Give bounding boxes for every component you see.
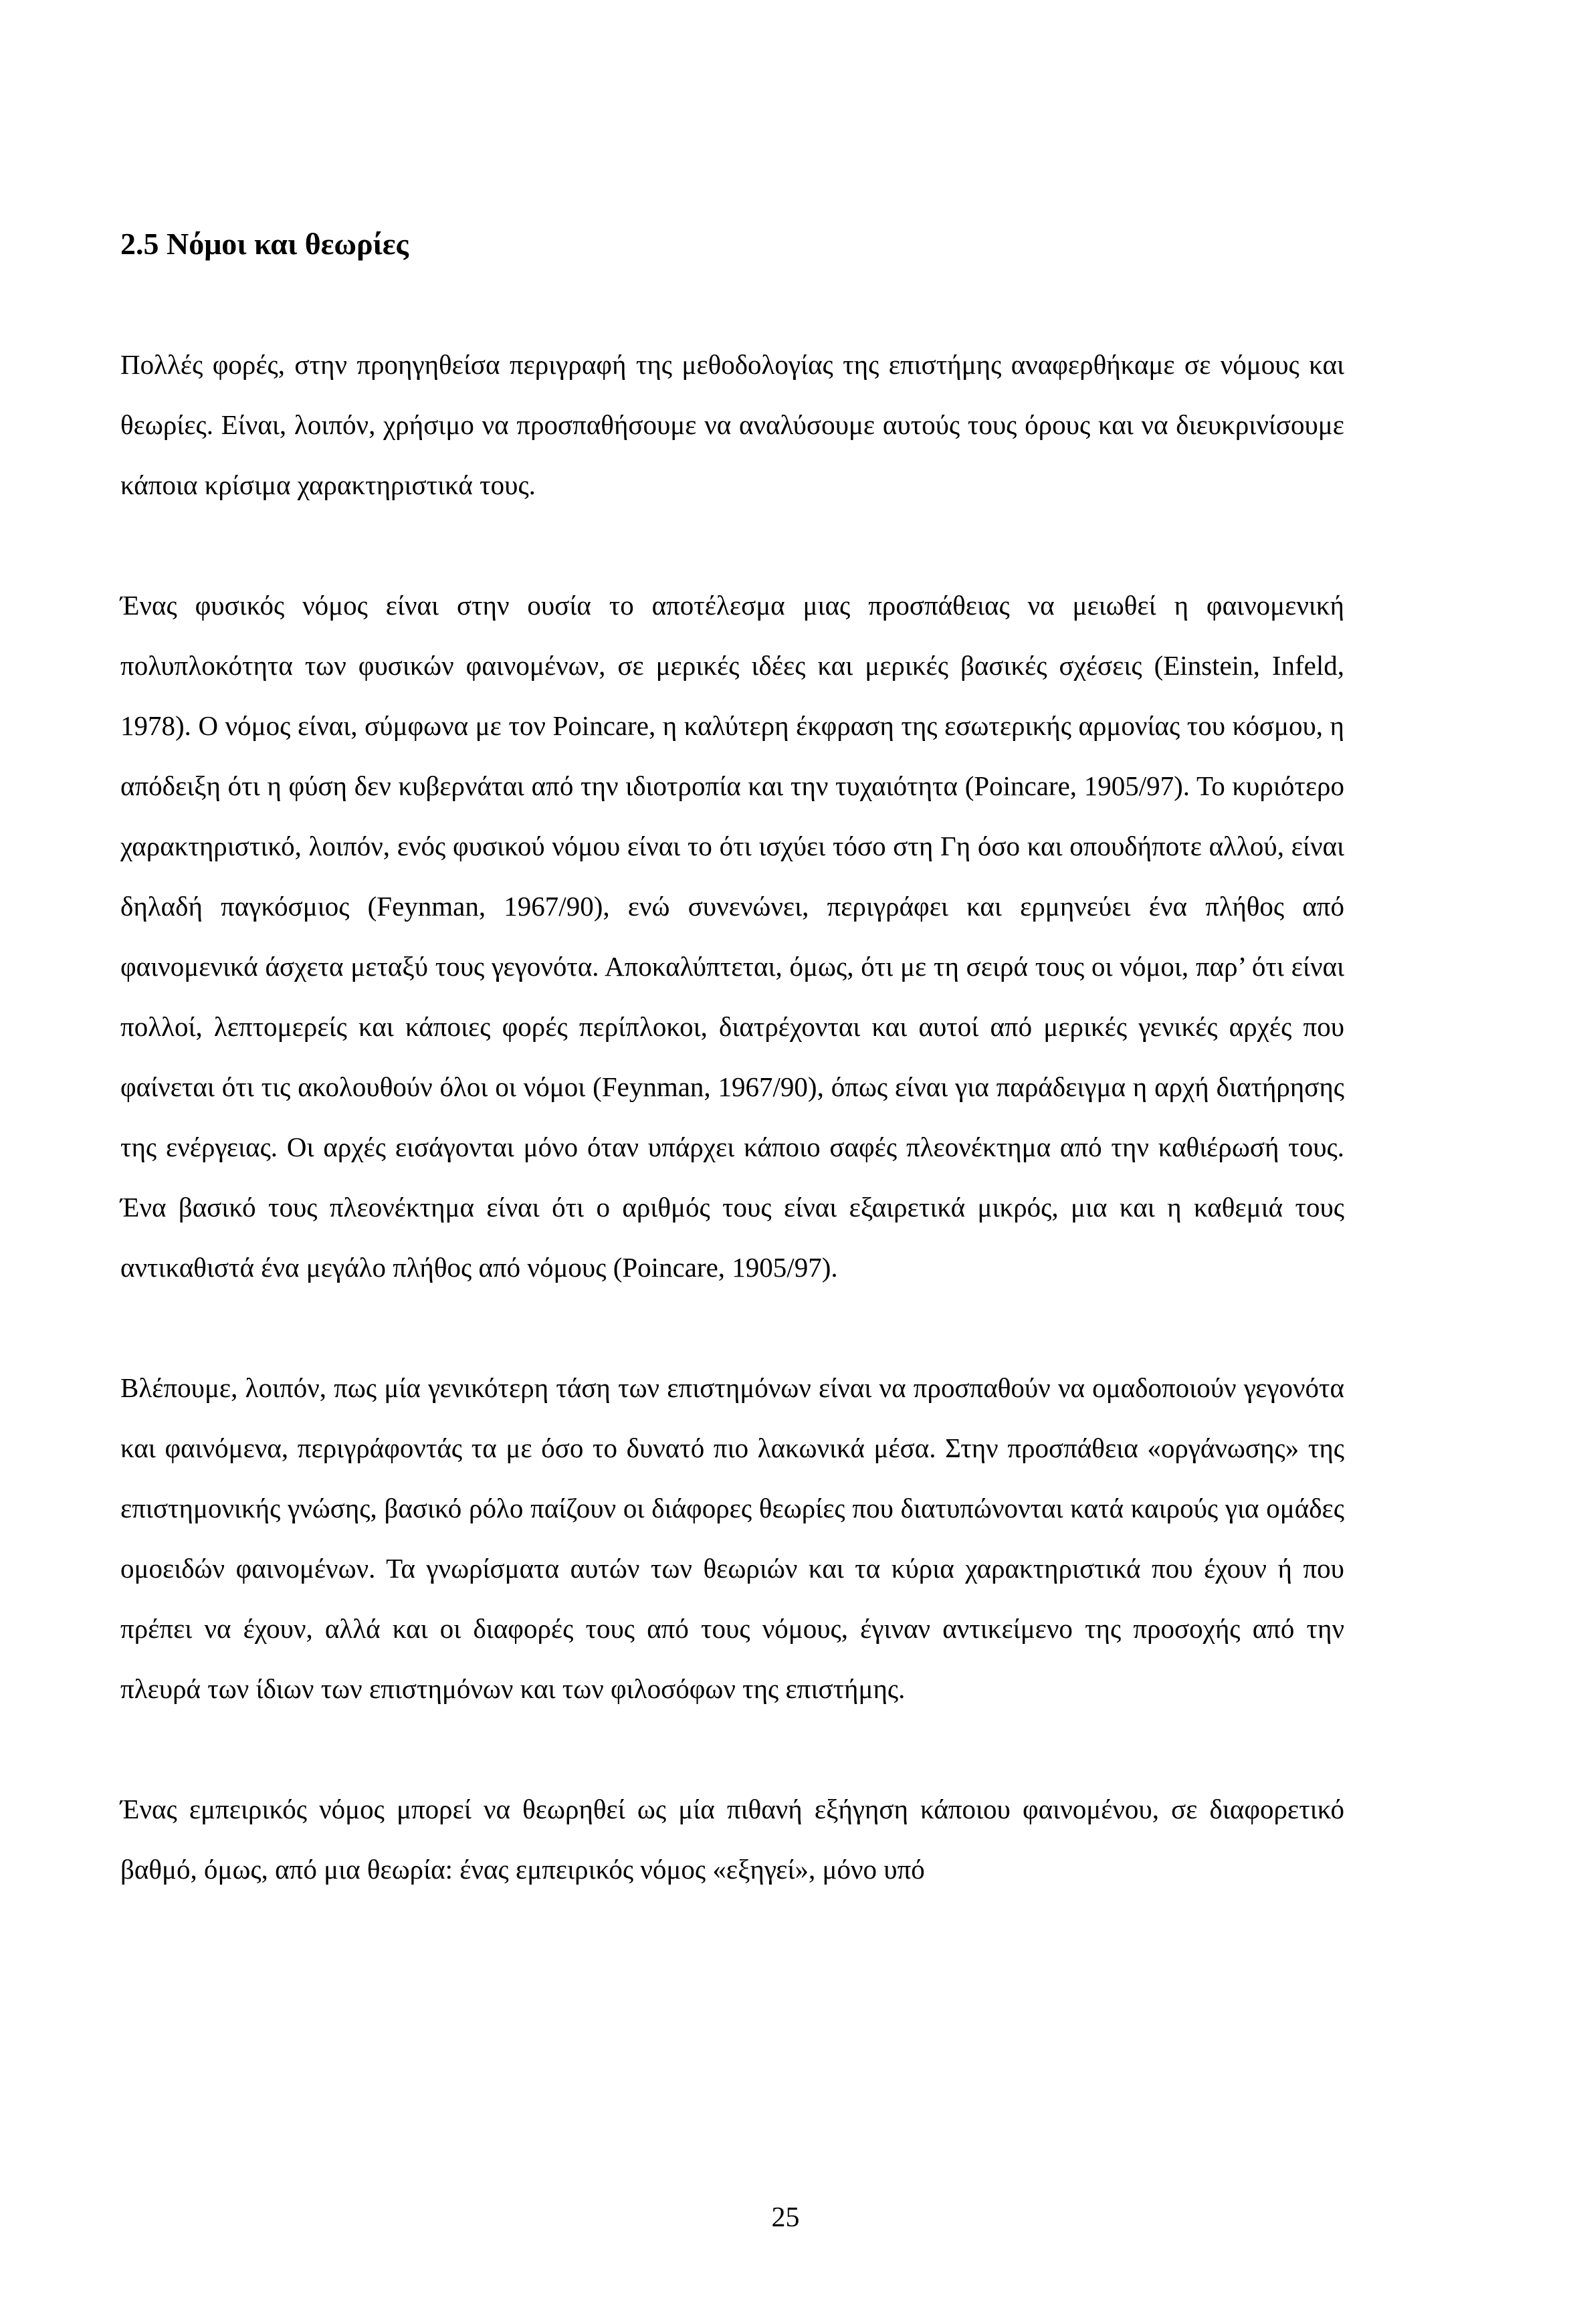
- spacer: [120, 1719, 1344, 1779]
- spacer: [120, 1297, 1344, 1358]
- spacer: [120, 515, 1344, 575]
- paragraph-2: Ένας φυσικός νόμος είναι στην ουσία το αποτέλεσμα μιας προσπάθειας να μειωθεί η φαινομενική πολυπλοκότητα των φυσικών φαινομένων, σε μερικές ιδέες και μερικές βασικές σχέσεις (Einstein, Infeld, 1978). Ο νόμος είναι, σύμφωνα με τον Poincare, η καλύτερη έκφραση της εσωτερικής αρμονίας του κόσμου, η απόδειξη ότι η φύση δεν κυβερνάται από την ιδιοτροπία και την τυχαιότητα (Poincare, 1905/97). Το κυριότερο χαρακτηριστικό, λοιπόν, ενός φυσικού νόμου είναι το ότι ισχύει τόσο στη Γη όσο και οπουδήποτε αλλού, είναι δηλαδή παγκόσμιος (Feynman, 1967/90), ενώ συνενώνει, περιγράφει και ερμηνεύει ένα πλήθος από φαινομενικά άσχετα μεταξύ τους γεγονότα. Αποκαλύπτεται, όμως, ότι με τη σειρά τους οι νόμοι, παρ’ ότι είναι πολλοί, λεπτομερείς και κάποιες φορές περίπλοκοι, διατρέχονται και αυτοί από μερικές γενικές αρχές που φαίνεται ότι τις ακολουθούν όλοι οι νόμοι (Feynman, 1967/90), όπως είναι για παράδειγμα η αρχή διατήρησης της ενέργειας. Οι αρχές εισάγονται μόνο όταν υπάρχει κάποιο σαφές πλεονέκτημα από την καθιέρωσή τους. Ένα βασικό τους πλεονέκτημα είναι ότι ο αριθμός τους είναι εξαιρετικά μικρός, μια και η καθεμιά τους αντικαθιστά ένα μεγάλο πλήθος από νόμους (Poincare, 1905/97).: [120, 590, 1344, 1283]
- paragraph-1: Πολλές φορές, στην προηγηθείσα περιγραφή της μεθοδολογίας της επιστήμης αναφερθήκαμε σε νόμους και θεωρίες. Είναι, λοιπόν, χρήσιμο να προσπαθήσουμε να αναλύσουμε αυτούς τους όρους και να διευκρινίσουμε κάποια κρίσιμα χαρακτηριστικά τους.: [120, 349, 1344, 500]
- page-number: 25: [771, 2202, 800, 2233]
- spacer: [120, 274, 1344, 334]
- section-title: 2.5 Νόμοι και θεωρίες: [120, 227, 409, 261]
- paragraph-3: Βλέπουμε, λοιπόν, πως μία γενικότερη τάση των επιστημόνων είναι να προσπαθούν να ομαδοποιούν γεγονότα και φαινόμενα, περιγράφοντάς τα με όσο το δυνατό πιο λακωνικά μέσα. Στην προσπάθεια «οργάνωσης» της επιστημονικής γνώσης, βασικό ρόλο παίζουν οι διάφορες θεωρίες που διατυπώνονται κατά καιρούς για ομάδες ομοειδών φαινομένων. Τα γνωρίσματα αυτών των θεωριών και τα κύρια χαρακτηριστικά που έχουν ή που πρέπει να έχουν, αλλά και οι διαφορές τους από τους νόμους, έγιναν αντικείμενο της προσοχής από την πλευρά των ίδιων των επιστημόνων και των φιλοσόφων της επιστήμης.: [120, 1372, 1344, 1704]
- paragraph-4: Ένας εμπειρικός νόμος μπορεί να θεωρηθεί ως μία πιθανή εξήγηση κάποιου φαινομένου, σε διαφορετικό βαθμό, όμως, από μια θεωρία: ένας εμπειρικός νόμος «εξηγεί», μόνο υπό: [120, 1794, 1344, 1885]
- page-content: [120, 214, 1344, 1899]
